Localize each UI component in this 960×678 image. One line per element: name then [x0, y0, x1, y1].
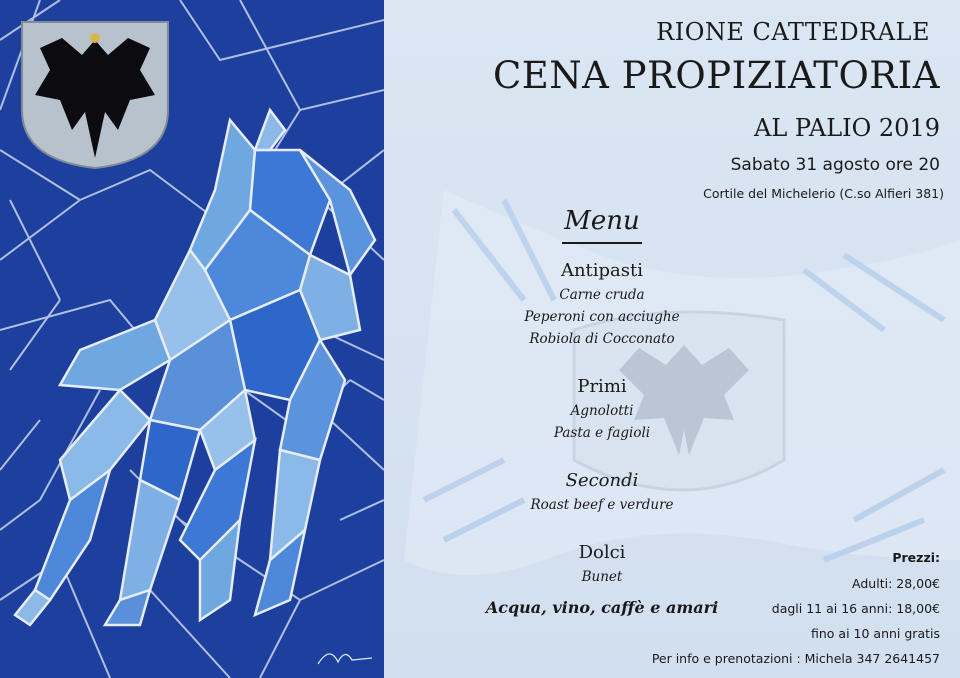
- dish-item: Agnolotti: [570, 403, 634, 419]
- horse-illustration-icon: [0, 0, 384, 678]
- menu-panel: [384, 0, 960, 678]
- course-antipasti: [492, 260, 712, 347]
- stained-glass-artwork: [0, 0, 384, 678]
- course-secondi: [492, 470, 712, 513]
- course-name: Primi: [577, 376, 627, 397]
- price-adults: Adulti: 28,00€: [852, 576, 940, 591]
- menu-title: Menu: [564, 206, 640, 236]
- course-name: Dolci: [578, 542, 626, 563]
- course-dolci: [492, 542, 712, 585]
- event-subtitle: AL PALIO 2019: [754, 114, 940, 142]
- dish-item: Peperoni con acciughe: [524, 309, 680, 325]
- rione-label: RIONE CATTEDRALE: [656, 18, 930, 46]
- dish-item: Robiola di Cocconato: [529, 331, 675, 347]
- drinks-line: Acqua, vino, caffè e amari: [485, 598, 719, 617]
- dish-item: Bunet: [581, 569, 623, 585]
- course-name: Antipasti: [560, 260, 644, 281]
- dish-item: Pasta e fagioli: [553, 425, 651, 441]
- menu-title-rule: [562, 242, 642, 244]
- price-youth: dagli 11 ai 16 anni: 18,00€: [771, 601, 940, 616]
- dish-item: Roast beef e verdure: [530, 497, 674, 513]
- eagle-shield-icon: [22, 22, 168, 168]
- event-venue: Cortile del Michelerio (C.so Alfieri 381): [703, 186, 944, 201]
- event-title: CENA PROPIZIATORIA: [492, 54, 940, 97]
- price-children: fino ai 10 anni gratis: [811, 626, 940, 641]
- course-primi: [492, 376, 712, 441]
- prices-title: Prezzi:: [892, 550, 940, 565]
- course-name: Secondi: [565, 470, 639, 491]
- contact-info: Per info e prenotazioni : Michela 347 2641457: [651, 651, 940, 666]
- event-date: Sabato 31 agosto ore 20: [730, 155, 940, 175]
- dish-item: Carne cruda: [559, 287, 645, 303]
